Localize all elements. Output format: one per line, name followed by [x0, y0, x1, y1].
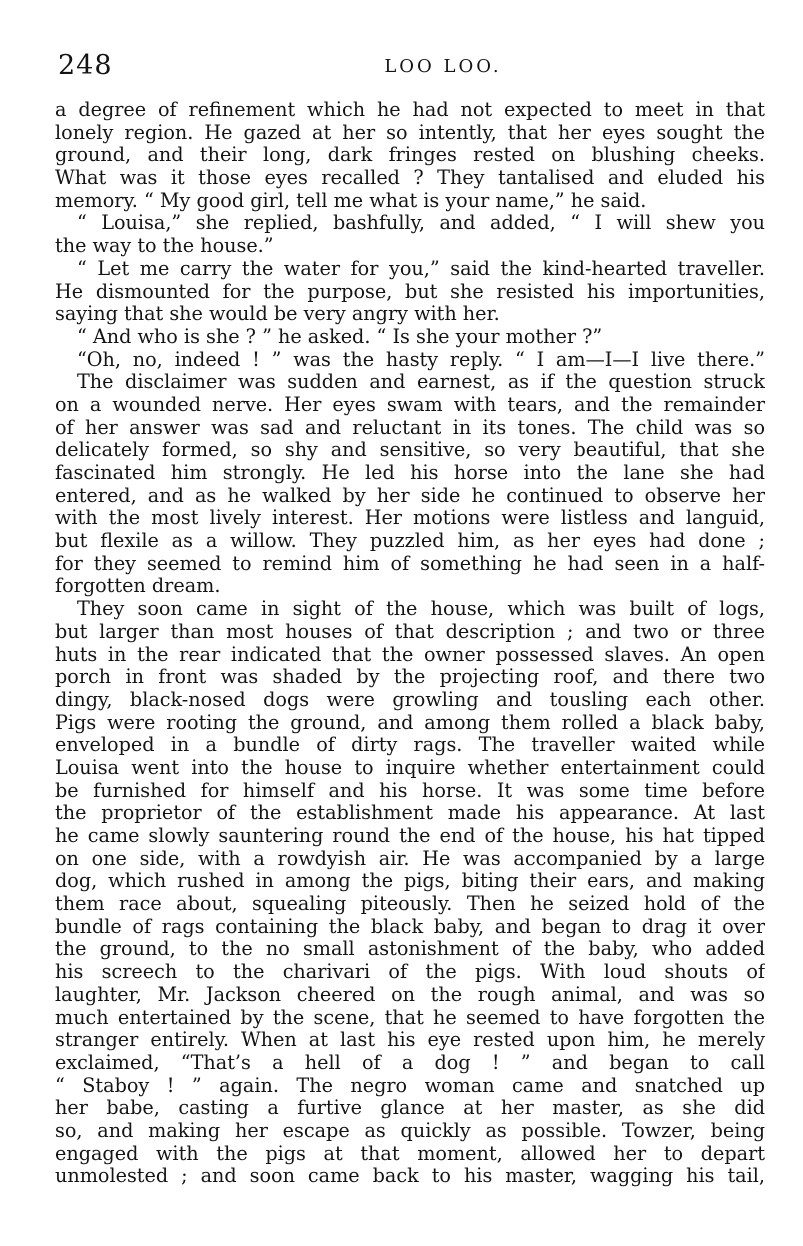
- text-line: dog, which rushed in among the pigs, biting their ears, and making: [55, 870, 765, 893]
- text-line: unmolested ; and soon came back to his master, wagging his tail,: [55, 1165, 765, 1188]
- text-line: so, and making her escape as quickly as possible. Towzer, being: [55, 1119, 765, 1142]
- text-line: Pigs were rooting the ground, and among them rolled a black baby,: [55, 711, 765, 734]
- running-title: LOO LOO.: [384, 56, 502, 77]
- text-line: “ Let me carry the water for you,” said the kind-hearted traveller.: [77, 257, 765, 280]
- text-line: exclaimed, “That’s a hell of a dog ! ” and began to call: [55, 1051, 765, 1074]
- text-line: engaged with the pigs at that moment, allowed her to depart: [55, 1142, 765, 1165]
- text-line: enveloped in a bundle of dirty rags. The traveller waited while: [55, 734, 765, 757]
- text-line: porch in front was shaded by the projecting roof, and there two: [55, 666, 765, 689]
- text-line: the ground, to the no small astonishment of the baby, who added: [55, 938, 765, 961]
- text-line: dingy, black-nosed dogs were growling and tousling each other.: [55, 688, 765, 711]
- text-line: He dismounted for the purpose, but she resisted his importunities,: [55, 280, 765, 303]
- text-line: What was it those eyes recalled ? They tantalised and eluded his: [55, 167, 765, 190]
- text-line: huts in the rear indicated that the owner possessed slaves. An open: [55, 643, 765, 666]
- text-line: of her answer was sad and reluctant in its tones. The child was so: [55, 416, 765, 439]
- text-line: They soon came in sight of the house, which was built of logs,: [77, 598, 765, 621]
- text-line: The disclaimer was sudden and earnest, as if the question struck: [77, 371, 765, 394]
- text-line: the way to the house.”: [55, 235, 274, 258]
- page-number: 248: [58, 50, 113, 81]
- text-line: a degree of refinement which he had not expected to meet in that: [55, 99, 765, 121]
- text-line: on a wounded nerve. Her eyes swam with tears, and the remainder: [55, 393, 765, 416]
- text-line: bundle of rags containing the black baby, and began to drag it over: [55, 915, 765, 938]
- text-line: the proprietor of the establishment made his appearance. At last: [55, 802, 765, 825]
- text-line: for they seemed to remind him of something he had seen in a half-: [55, 552, 765, 575]
- text-line: his screech to the charivari of the pigs. With loud shouts of: [55, 961, 765, 984]
- text-line: “ Louisa,” she replied, bashfully, and added, “ I will shew you: [77, 212, 765, 235]
- text-line: memory. “ My good girl, tell me what is your name,” he said.: [55, 189, 647, 212]
- text-line: on one side, with a rowdyish air. He was accompanied by a large: [55, 847, 765, 870]
- text-line: entered, and as he walked by her side he continued to observe her: [55, 484, 765, 507]
- text-line: delicately formed, so shy and sensitive, so very beautiful, that she: [55, 439, 765, 462]
- text-line: with the most lively interest. Her motions were listless and languid,: [55, 507, 765, 530]
- text-line: but larger than most houses of that description ; and two or three: [55, 620, 765, 643]
- text-line: “ And who is she ? ” he asked. “ Is she your mother ?”: [77, 325, 603, 348]
- text-line: “Oh, no, indeed ! ” was the hasty reply. “ I am—I—I live there.”: [77, 348, 765, 371]
- text-line: fascinated him strongly. He led his horse into the lane she had: [55, 462, 765, 484]
- text-line: but flexile as a willow. They puzzled him, as her eyes had done ;: [55, 530, 765, 553]
- text-line: stranger entirely. When at last his eye rested upon him, he merely: [55, 1029, 765, 1052]
- text-line: he came slowly sauntering round the end of the house, his hat tipped: [55, 825, 765, 847]
- text-line: “ Staboy ! ” again. The negro woman came and snatched up: [55, 1074, 765, 1097]
- page-header: [58, 49, 763, 83]
- text-line: laughter, Mr. Jackson cheered on the rough animal, and was so: [55, 983, 765, 1006]
- text-line: Louisa went into the house to inquire whether entertainment could: [55, 756, 765, 779]
- text-line: them race about, squealing piteously. Then he seized hold of the: [55, 893, 765, 916]
- body-text: [55, 99, 765, 1188]
- text-line: lonely region. He gazed at her so intently, that her eyes sought the: [55, 121, 765, 144]
- text-line: forgotten dream.: [55, 575, 221, 598]
- text-line: much entertained by the scene, that he seemed to have forgotten the: [55, 1006, 765, 1029]
- text-line: saying that she would be very angry with her.: [55, 303, 500, 326]
- text-line: be furnished for himself and his horse. It was some time before: [55, 779, 765, 802]
- text-line: her babe, casting a furtive glance at her master, as she did: [55, 1097, 765, 1120]
- text-line: ground, and their long, dark fringes rested on blushing cheeks.: [55, 144, 765, 167]
